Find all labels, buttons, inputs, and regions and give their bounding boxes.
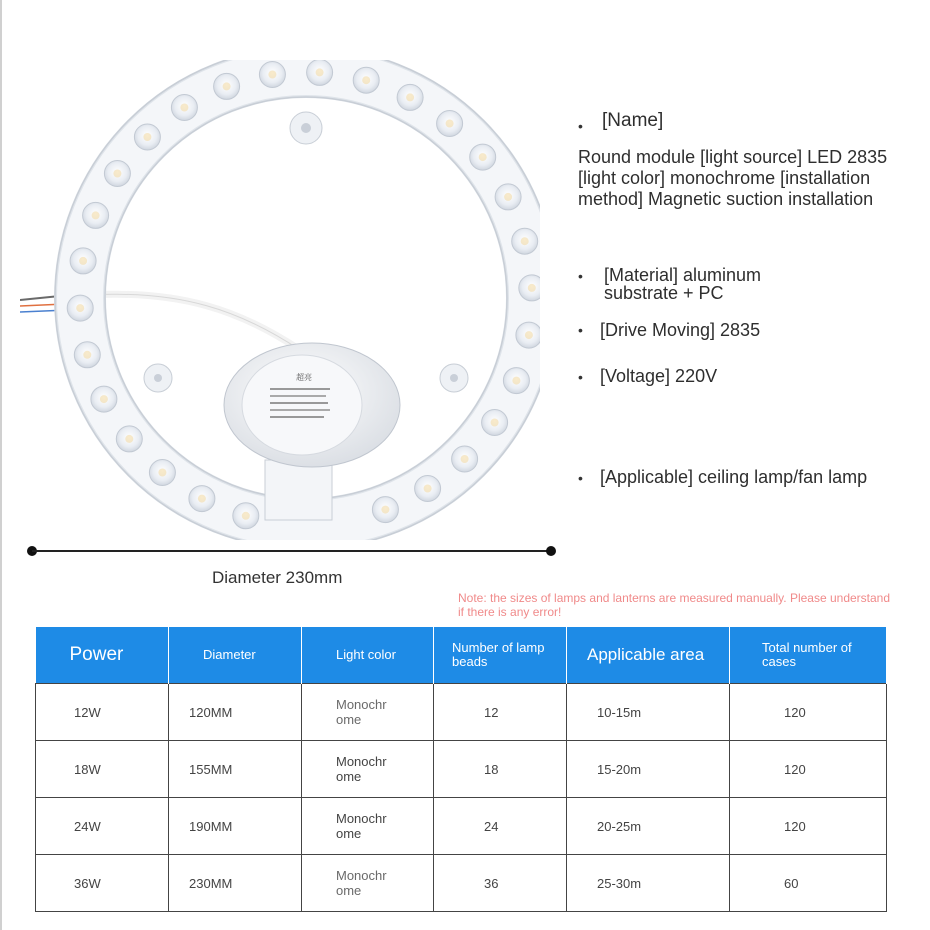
bullet: •	[578, 118, 583, 134]
led-chip	[83, 351, 91, 359]
cell-area: 20-25m	[567, 798, 730, 855]
header-total-cases: Total number of cases	[730, 627, 887, 684]
spec-voltage: [Voltage] 220V	[600, 366, 718, 386]
table-header-row	[36, 627, 887, 684]
led-chip	[198, 495, 206, 503]
cell-light-color: Monochr ome	[302, 855, 434, 912]
cell-power: 24W	[36, 798, 169, 855]
led-chip	[521, 237, 529, 245]
dimension-end-dot	[546, 546, 556, 556]
led-chip	[268, 71, 276, 79]
led-chip	[528, 284, 536, 292]
diameter-label: Diameter 230mm	[212, 568, 343, 587]
cell-area: 25-30m	[567, 855, 730, 912]
mount-hole	[450, 374, 458, 382]
led-chip	[461, 455, 469, 463]
led-chip	[424, 485, 432, 493]
cell-cases: 60	[730, 855, 887, 912]
cell-diameter: 190MM	[169, 798, 302, 855]
cell-lamp-beads: 36	[434, 855, 567, 912]
led-chip	[100, 395, 108, 403]
led-chip	[242, 512, 250, 520]
header-light-color: Light color	[302, 627, 434, 684]
led-chip	[223, 82, 231, 90]
led-chip	[316, 68, 324, 76]
mount-hole	[301, 123, 311, 133]
led-chip	[180, 104, 188, 112]
spec-name-title: [Name]	[602, 110, 664, 131]
measurement-note: Note: the sizes of lamps and lanterns are measured manually. Please understand if there is any error!	[458, 591, 891, 619]
cell-power: 18W	[36, 741, 169, 798]
header-applicable-area: Applicable area	[567, 627, 730, 684]
cell-diameter: 230MM	[169, 855, 302, 912]
driver-label-area	[242, 355, 362, 455]
led-ring-module-image	[20, 60, 540, 540]
bullet: •	[578, 322, 583, 338]
driver-label-text: 超亮	[296, 373, 312, 382]
cell-light-color: Monochr ome	[302, 741, 434, 798]
header-diameter: Diameter	[169, 627, 302, 684]
table-row	[36, 855, 887, 912]
led-chip	[79, 257, 87, 265]
led-chip	[76, 304, 84, 312]
cell-cases: 120	[730, 684, 887, 741]
table-row	[36, 798, 887, 855]
spec-name-body: Round module [light source] LED 2835 [light color] monochrome [installation method] Magnetic suction installation	[578, 147, 888, 209]
cell-diameter: 120MM	[169, 684, 302, 741]
cell-lamp-beads: 12	[434, 684, 567, 741]
mount-hole	[154, 374, 162, 382]
led-chip	[381, 506, 389, 514]
led-chip	[512, 377, 520, 385]
spec-material-line1: [Material] aluminum	[604, 265, 762, 285]
cell-area: 10-15m	[567, 684, 730, 741]
left-border	[0, 0, 2, 930]
led-chip	[143, 133, 151, 141]
cell-power: 12W	[36, 684, 169, 741]
cell-light-color: Monochr ome	[302, 684, 434, 741]
led-chip	[125, 435, 133, 443]
bullet: •	[578, 470, 583, 486]
led-chip	[92, 211, 100, 219]
header-lamp-beads: Number of lamp beads	[434, 627, 567, 684]
led-chip	[491, 419, 499, 427]
cell-power: 36W	[36, 855, 169, 912]
led-chip	[158, 469, 166, 477]
dimension-line	[32, 550, 552, 552]
cell-cases: 120	[730, 741, 887, 798]
led-chip	[406, 93, 414, 101]
cell-cases: 120	[730, 798, 887, 855]
led-chip	[362, 76, 370, 84]
bullet: •	[578, 268, 583, 284]
table-row	[36, 741, 887, 798]
spec-drive: [Drive Moving] 2835	[600, 320, 761, 340]
header-power: Power	[36, 627, 169, 684]
led-chip	[525, 331, 533, 339]
led-chip	[446, 120, 454, 128]
driver-stem	[265, 460, 332, 520]
spec-table	[35, 627, 887, 912]
led-chip	[479, 153, 487, 161]
spec-applicable: [Applicable] ceiling lamp/fan lamp	[600, 467, 868, 487]
led-chip	[113, 170, 121, 178]
cell-diameter: 155MM	[169, 741, 302, 798]
cell-lamp-beads: 18	[434, 741, 567, 798]
cell-area: 15-20m	[567, 741, 730, 798]
cell-lamp-beads: 24	[434, 798, 567, 855]
spec-material-line2: substrate + PC	[604, 283, 724, 303]
cell-light-color: Monochr ome	[302, 798, 434, 855]
table-row	[36, 684, 887, 741]
led-chip	[504, 193, 512, 201]
bullet: •	[578, 369, 583, 385]
